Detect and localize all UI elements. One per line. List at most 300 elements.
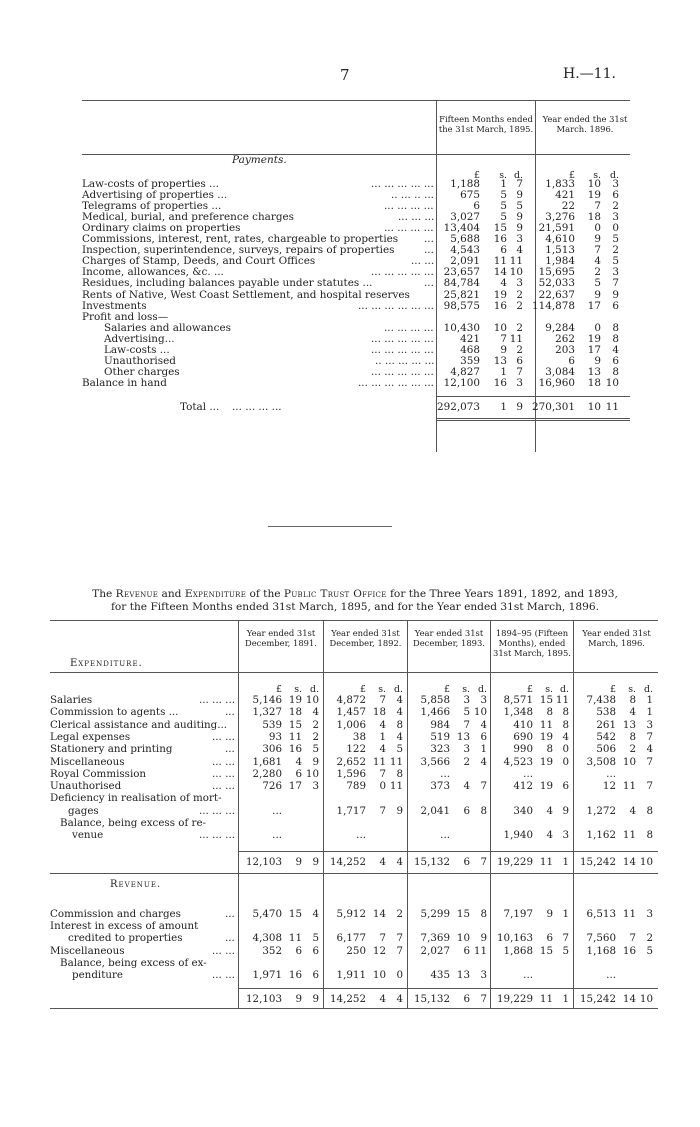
cell-value: 11 xyxy=(622,780,636,793)
cell-value: 2 xyxy=(629,743,636,756)
cell-value: 6 xyxy=(312,944,319,957)
leader-dots: ... ... ... ... xyxy=(384,222,434,235)
cell-value: 2,027 xyxy=(420,944,450,957)
unit-label: s. xyxy=(462,684,470,695)
cell-value: 4 xyxy=(546,829,553,842)
cell-value: 2 xyxy=(516,288,523,301)
cell-value: 11 xyxy=(509,255,523,268)
cell-value: 6 xyxy=(546,932,553,945)
row-label: Charges of Stamp, Deeds, and Court Offices xyxy=(82,255,316,268)
leader-dots: ... ... xyxy=(212,755,235,768)
cell-value: 4 xyxy=(516,244,523,257)
cell-value: 1 xyxy=(480,743,487,756)
cell-value: 6 xyxy=(463,944,470,957)
table-row xyxy=(50,744,658,755)
table-row xyxy=(82,378,630,389)
cell-value: 13 xyxy=(456,730,470,743)
cell-value: 6 xyxy=(516,354,523,367)
cell-value: 11 xyxy=(539,855,553,868)
cell-value: 10 xyxy=(605,376,619,389)
cell-value: 16 xyxy=(493,299,507,312)
cell-value: 2,091 xyxy=(450,255,480,268)
cell-value: 1,457 xyxy=(336,706,366,719)
leader-dots: ... ... xyxy=(212,944,235,957)
cell-value: 22,637 xyxy=(538,288,575,301)
cell-value: ... xyxy=(272,804,282,817)
cell-value: 2 xyxy=(516,321,523,334)
cell-value: 1,327 xyxy=(252,706,282,719)
leader-dots: ... ... ... xyxy=(398,211,435,224)
cell-value: 25,821 xyxy=(443,288,480,301)
cell-value: 4,872 xyxy=(336,694,366,706)
cell-value: 7,560 xyxy=(586,932,616,945)
cell-value: 1,971 xyxy=(252,969,282,982)
cell-value: 10 xyxy=(587,178,601,190)
table-row xyxy=(82,290,630,301)
cell-value: 8 xyxy=(629,730,636,743)
cell-value: 0 xyxy=(594,321,601,334)
cell-value: 6 xyxy=(612,299,619,312)
cell-value: 412 xyxy=(513,780,533,793)
cell-value: 12,103 xyxy=(245,855,282,868)
cell-value: 1,513 xyxy=(545,244,575,257)
cell-value: 1 xyxy=(562,855,569,868)
section-rule xyxy=(50,873,658,874)
cell-value: 17 xyxy=(288,780,302,793)
cell-value: 292,073 xyxy=(437,400,480,413)
cell-value: 14 xyxy=(372,907,386,920)
unit-label: s. xyxy=(545,684,553,695)
cell-value: 17 xyxy=(587,299,601,312)
row-label: Investments xyxy=(82,299,147,312)
cell-value: 6 xyxy=(612,189,619,202)
cell-value: 1 xyxy=(562,907,569,920)
cell-value: 352 xyxy=(262,944,282,957)
cell-value: 5 xyxy=(612,233,619,246)
unit-label: £ xyxy=(474,170,480,181)
cell-value: 7,197 xyxy=(503,907,533,920)
cell-value: 3 xyxy=(480,969,487,982)
cell-value: 8 xyxy=(396,718,403,731)
cell-value: 9 xyxy=(546,907,553,920)
row-label: credited to properties xyxy=(68,932,183,945)
cell-value: 9 xyxy=(594,354,601,367)
cell-value: 2,652 xyxy=(336,755,366,768)
cell-value: 8 xyxy=(546,743,553,756)
row-label: Interest in excess of amount xyxy=(50,919,199,932)
cell-value: 2 xyxy=(463,755,470,768)
cell-value: 13 xyxy=(587,365,601,378)
cell-value: 4 xyxy=(646,743,653,756)
cell-value: 98,575 xyxy=(443,299,480,312)
cell-value: 84,784 xyxy=(443,277,480,290)
page-number: 7 xyxy=(340,66,350,84)
table-row xyxy=(50,720,658,731)
cell-value: 3 xyxy=(646,907,653,920)
cell-value: 4 xyxy=(379,855,386,868)
cell-value: 4,610 xyxy=(545,233,575,246)
row-label: Balance, being excess of ex- xyxy=(60,956,207,969)
row-label: Income, allowances, &c. ... xyxy=(82,266,224,279)
cell-value: 4 xyxy=(312,706,319,719)
cell-value: 11 xyxy=(493,255,507,268)
cell-value: 10,163 xyxy=(496,932,533,945)
cell-value: 4 xyxy=(396,694,403,706)
header-rule xyxy=(50,672,658,673)
row-label: Legal expenses xyxy=(50,730,131,743)
cell-value: 5,299 xyxy=(420,907,450,920)
cell-value: 6 xyxy=(295,944,302,957)
cell-value: 19 xyxy=(493,288,507,301)
cell-value: 14 xyxy=(493,266,507,279)
cell-value: 9 xyxy=(312,755,319,768)
cell-value: 15 xyxy=(456,907,470,920)
cell-value: 468 xyxy=(460,343,480,356)
cell-value: 10 xyxy=(305,767,319,780)
leader-dots: ... xyxy=(225,932,235,945)
cell-value: 4 xyxy=(562,730,569,743)
cell-value: 435 xyxy=(430,969,450,982)
caption-text: of the xyxy=(249,588,281,600)
row-label: Unauthorised xyxy=(104,354,176,367)
cell-value: 9,284 xyxy=(545,321,575,334)
total-row xyxy=(82,402,630,413)
cell-value: 1,168 xyxy=(586,944,616,957)
cell-value: 3,508 xyxy=(586,755,616,768)
cell-value: ... xyxy=(440,767,450,780)
cell-value: 506 xyxy=(596,743,616,756)
cell-value: 5 xyxy=(500,200,507,213)
cell-value: 262 xyxy=(555,332,575,345)
table-row xyxy=(50,781,658,792)
table-top-rule xyxy=(50,620,658,621)
cell-value: 5 xyxy=(312,743,319,756)
cell-value: 1,833 xyxy=(545,178,575,190)
cell-value: 1,596 xyxy=(336,767,366,780)
cell-value: 15,695 xyxy=(538,266,575,279)
table-row xyxy=(82,312,630,323)
cell-value: 203 xyxy=(555,343,575,356)
cell-value: 2 xyxy=(612,244,619,257)
cell-value: 6 xyxy=(295,767,302,780)
cell-value: 542 xyxy=(596,730,616,743)
cell-value: 3 xyxy=(516,277,523,290)
cell-value: 261 xyxy=(596,718,616,731)
cell-value: 14,252 xyxy=(329,855,366,868)
cell-value: 7 xyxy=(379,767,386,780)
cell-value: 10 xyxy=(622,755,636,768)
leader-dots: ... xyxy=(225,706,235,719)
cell-value: 421 xyxy=(555,189,575,202)
row-label: Medical, burial, and preference charges xyxy=(82,211,294,224)
cell-value: 1 xyxy=(562,993,569,1006)
cell-value: 4,523 xyxy=(503,755,533,768)
cell-value: 1 xyxy=(646,706,653,719)
cell-value: 3 xyxy=(312,780,319,793)
cell-value: 18 xyxy=(587,211,601,224)
unit-label: £ xyxy=(276,684,282,695)
cell-value: 11 xyxy=(539,993,553,1006)
caption-text: Expenditure xyxy=(184,588,247,600)
cell-value: 13 xyxy=(493,354,507,367)
leader-dots: ... ... ... ... ... xyxy=(371,343,434,356)
separator-rule xyxy=(268,526,392,527)
caption-text: Revenue xyxy=(115,588,159,600)
cell-value: 9 xyxy=(295,855,302,868)
cell-value: 10 xyxy=(456,932,470,945)
unit-label: d. xyxy=(478,684,487,695)
cell-value: 3 xyxy=(516,376,523,389)
cell-value: 15,132 xyxy=(413,855,450,868)
row-label: Inspection, superintendence, surveys, repairs of properties xyxy=(82,244,395,257)
cell-value: 9 xyxy=(516,222,523,235)
cell-value: 4 xyxy=(379,718,386,731)
cell-value: 3 xyxy=(463,743,470,756)
cell-value: 0 xyxy=(562,755,569,768)
cell-value: 270,301 xyxy=(532,400,575,413)
row-label: Salaries xyxy=(50,694,93,706)
table-row xyxy=(50,933,658,944)
cell-value: 11 xyxy=(539,718,553,731)
cell-value: 5 xyxy=(594,277,601,290)
cell-value: 7 xyxy=(396,932,403,945)
row-label: Miscellaneous xyxy=(50,755,125,768)
table-row xyxy=(50,958,658,969)
cell-value: 2 xyxy=(312,718,319,731)
header-rule xyxy=(82,154,630,155)
cell-value: 4 xyxy=(379,743,386,756)
table-row xyxy=(50,946,658,957)
cell-value: 9 xyxy=(396,804,403,817)
cell-value: 23,657 xyxy=(443,266,480,279)
row-label: Other charges xyxy=(104,365,180,378)
unit-label: s. xyxy=(593,170,601,181)
cell-value: 10 xyxy=(509,266,523,279)
cell-value: 5 xyxy=(312,932,319,945)
top-rule xyxy=(82,100,630,101)
leader-dots: ... ... ... ... ... xyxy=(371,332,434,345)
cell-value: 13,404 xyxy=(443,222,480,235)
unit-label: d. xyxy=(610,170,619,181)
cell-value: 19 xyxy=(587,332,601,345)
cell-value: 14 xyxy=(622,855,636,868)
leader-dots: ... ... ... ... ... xyxy=(371,178,434,190)
cell-value: 18 xyxy=(587,376,601,389)
cell-value: 6 xyxy=(480,730,487,743)
cell-value: 9 xyxy=(312,993,319,1006)
row-label: Ordinary claims on properties xyxy=(82,222,241,235)
unit-label: d. xyxy=(514,170,523,181)
leader-dots: ... xyxy=(225,743,235,756)
cell-value: 6 xyxy=(568,354,575,367)
table-row xyxy=(50,757,658,768)
caption-text: for the Three Years 1891, 1892, and 1893, xyxy=(390,588,618,600)
cell-value: 690 xyxy=(513,730,533,743)
table-row xyxy=(50,818,658,829)
row-label: Commissions, interest, rent, rates, chargeable to properties xyxy=(82,233,399,246)
cell-value: 8 xyxy=(546,706,553,719)
table-row xyxy=(50,970,658,981)
table-row xyxy=(50,707,658,718)
cell-value: 8 xyxy=(612,321,619,334)
leader-dots: ... xyxy=(424,244,434,257)
row-label: Deficiency in realisation of mort- xyxy=(50,792,222,805)
cell-value: 5 xyxy=(500,189,507,202)
unit-label: d. xyxy=(394,684,403,695)
row-label: Total ... xyxy=(180,400,220,413)
unit-label: s. xyxy=(294,684,302,695)
row-label: Telegrams of properties ... xyxy=(82,200,222,213)
unit-label: £ xyxy=(569,170,575,181)
cell-value: 8 xyxy=(646,829,653,842)
cell-value: 11 xyxy=(509,332,523,345)
table-row xyxy=(50,909,658,920)
unit-label: d. xyxy=(560,684,569,695)
cell-value: 1,348 xyxy=(503,706,533,719)
cell-value: 359 xyxy=(460,354,480,367)
cell-value: 15,132 xyxy=(413,993,450,1006)
table-row xyxy=(50,793,658,804)
cell-value: 5 xyxy=(646,944,653,957)
unit-label: s. xyxy=(499,170,507,181)
leader-dots: ... ... xyxy=(212,780,235,793)
cell-value: 10 xyxy=(473,706,487,719)
cell-value: ... xyxy=(606,767,616,780)
cell-value: 323 xyxy=(430,743,450,756)
cell-value: 6 xyxy=(463,993,470,1006)
cell-value: 7 xyxy=(396,944,403,957)
cell-value: 3 xyxy=(463,694,470,706)
cell-value: 7 xyxy=(480,993,487,1006)
row-label: Commission and charges xyxy=(50,907,181,920)
cell-value: 5 xyxy=(463,706,470,719)
cell-value: 15 xyxy=(539,694,553,706)
cell-value: 8 xyxy=(612,332,619,345)
cell-value: 8 xyxy=(562,718,569,731)
revenue-title: Revenue. xyxy=(110,878,162,890)
caption-text: Public Trust Office xyxy=(283,588,387,600)
cell-value: 1,162 xyxy=(586,829,616,842)
cell-value: 4 xyxy=(295,755,302,768)
cell-value: 2 xyxy=(516,343,523,356)
cell-value: 2 xyxy=(396,907,403,920)
cell-value: 4 xyxy=(396,706,403,719)
cell-value: 10 xyxy=(493,321,507,334)
section-title-payments: Payments. xyxy=(232,154,287,166)
row-label: Law-costs of properties ... xyxy=(82,178,219,190)
unit-label: £ xyxy=(360,684,366,695)
cell-value: 12,103 xyxy=(245,993,282,1006)
unit-label: d. xyxy=(644,684,653,695)
cell-value: 726 xyxy=(262,780,282,793)
cell-value: 19 xyxy=(539,755,553,768)
cell-value: 4 xyxy=(480,755,487,768)
cell-value: 7 xyxy=(646,730,653,743)
column-header-1894-95: 1894–95 (Fifteen Months), ended 31st March, 1895. xyxy=(493,628,571,658)
cell-value: 5 xyxy=(612,255,619,268)
cell-value: 8 xyxy=(562,706,569,719)
table-row xyxy=(82,301,630,312)
table-caption xyxy=(50,588,660,614)
cell-value: 15 xyxy=(493,222,507,235)
leader-dots: ... ... ... xyxy=(199,829,236,842)
leader-dots: ... xyxy=(225,907,235,920)
cell-value: 10 xyxy=(639,993,653,1006)
cell-value: 8 xyxy=(646,804,653,817)
cell-value: 519 xyxy=(430,730,450,743)
cell-value: 1,188 xyxy=(450,178,480,190)
cell-value: ... xyxy=(356,829,366,842)
cell-value: 3,084 xyxy=(545,365,575,378)
cell-value: 7 xyxy=(629,932,636,945)
cell-value: 7 xyxy=(646,755,653,768)
row-label: Royal Commission xyxy=(50,767,147,780)
cell-value: 13 xyxy=(456,969,470,982)
cell-value: 16 xyxy=(622,944,636,957)
cell-value: 19,229 xyxy=(496,855,533,868)
cell-value: ... xyxy=(523,767,533,780)
row-label: Profit and loss— xyxy=(82,310,169,323)
cell-value: 15 xyxy=(539,944,553,957)
cell-value: 2 xyxy=(646,932,653,945)
cell-value: 250 xyxy=(346,944,366,957)
cell-value: 11 xyxy=(288,730,302,743)
caption-text: The xyxy=(92,588,113,600)
cell-value: 7 xyxy=(594,244,601,257)
cell-value: 6 xyxy=(562,780,569,793)
cell-value: 9 xyxy=(516,211,523,224)
cell-value: 4 xyxy=(312,907,319,920)
cell-value: 9 xyxy=(312,855,319,868)
leader-dots: ... ... ... ... xyxy=(384,321,434,334)
row-label: Law-costs ... xyxy=(104,343,170,356)
cell-value: 421 xyxy=(460,332,480,345)
cell-value: 11 xyxy=(288,932,302,945)
cell-value: 14,252 xyxy=(329,993,366,1006)
unit-label: s. xyxy=(378,684,386,695)
total-row xyxy=(50,857,658,868)
cell-value: 4 xyxy=(546,804,553,817)
cell-value: 1 xyxy=(379,730,386,743)
cell-value: 2 xyxy=(516,299,523,312)
cell-value: 18 xyxy=(288,706,302,719)
leader-dots: ... ... ... ... ... ... xyxy=(358,376,434,389)
caption-text: and xyxy=(161,588,182,600)
cell-value: 16 xyxy=(288,743,302,756)
unit-label: d. xyxy=(310,684,319,695)
cell-value: 2 xyxy=(312,730,319,743)
cell-value: 9 xyxy=(500,343,507,356)
cell-value: 6 xyxy=(463,804,470,817)
cell-value: 11 xyxy=(389,755,403,768)
row-label: Clerical assistance and auditing... xyxy=(50,718,228,731)
cell-value: 5,858 xyxy=(420,694,450,706)
cell-value: 1 xyxy=(500,365,507,378)
row-label: penditure xyxy=(72,969,123,982)
column-header-year-1896: Year ended the 31st March. 1896. xyxy=(542,114,628,134)
cell-value: 5,470 xyxy=(252,907,282,920)
cell-value: 3 xyxy=(612,266,619,279)
cell-value: 21,591 xyxy=(538,222,575,235)
row-label: Commission to agents ... xyxy=(50,706,179,719)
cell-value: 11 xyxy=(622,829,636,842)
cell-value: 4 xyxy=(396,855,403,868)
cell-value: 4,308 xyxy=(252,932,282,945)
leader-dots: ... ... ... ... ... xyxy=(371,365,434,378)
cell-value: 5,146 xyxy=(252,694,282,706)
table-row xyxy=(50,921,658,932)
leader-dots: ... ... xyxy=(411,255,435,268)
